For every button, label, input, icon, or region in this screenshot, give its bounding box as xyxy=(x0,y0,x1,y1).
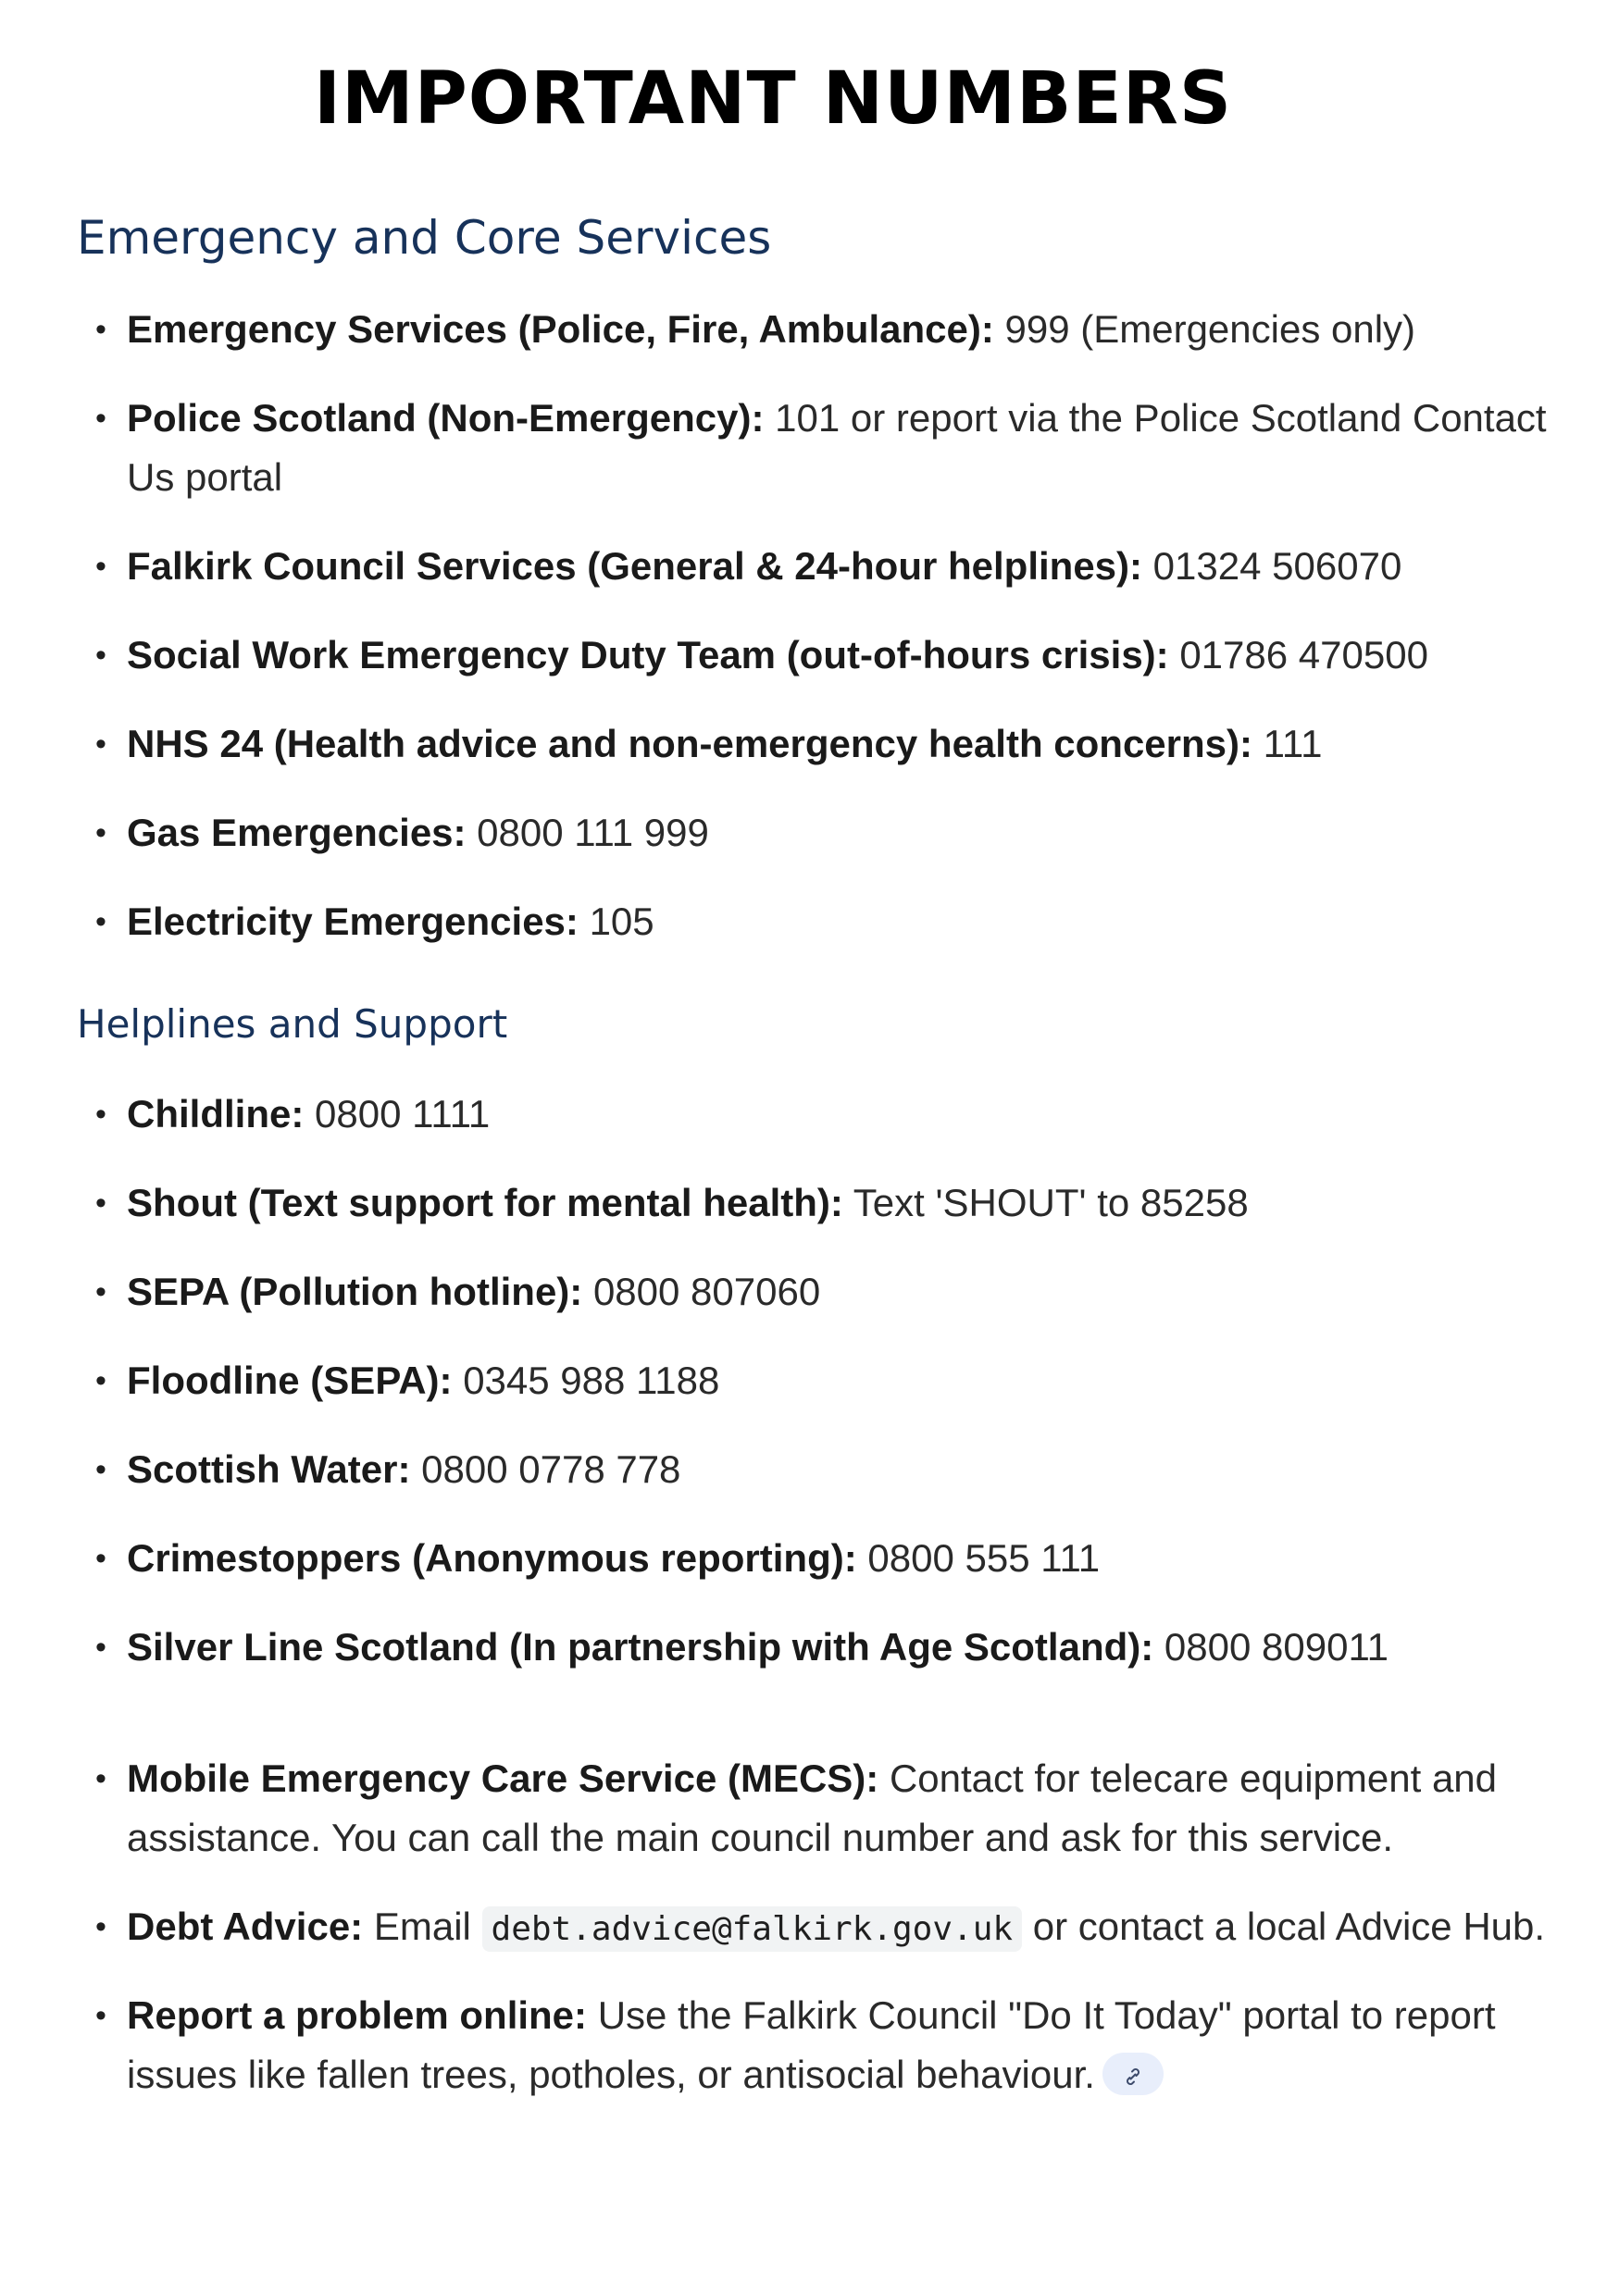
list-item-mecs xyxy=(77,1749,1595,1868)
item-label: NHS 24 (Health advice and non-emergency health concerns): xyxy=(127,722,1252,765)
item-value: 999 (Emergencies only) xyxy=(993,307,1416,351)
list-item-sepa xyxy=(77,1262,1595,1322)
list-item-social-work xyxy=(77,626,1595,685)
bullet: • xyxy=(95,638,106,673)
bullet: • xyxy=(95,904,106,939)
item-value: Use the Falkirk Council "Do It Today" portal to report issues like fallen trees, potholes, or antisocial behaviour. xyxy=(127,1993,1496,2096)
item-value: 0345 988 1188 xyxy=(452,1359,720,1402)
bullet: • xyxy=(95,1097,106,1132)
bullet: • xyxy=(95,815,106,850)
item-label: Electricity Emergencies: xyxy=(127,900,579,943)
bullet: • xyxy=(95,401,106,436)
item-label: Mobile Emergency Care Service (MECS): xyxy=(127,1756,879,1800)
list-item-gas-emergencies xyxy=(77,803,1595,863)
item-label: Crimestoppers (Anonymous reporting): xyxy=(127,1536,857,1580)
bullet: • xyxy=(95,549,106,584)
bullet: • xyxy=(95,1541,106,1576)
email-code: debt.advice@falkirk.gov.uk xyxy=(482,1906,1023,1952)
bullet: • xyxy=(95,1998,106,2033)
list-item-emergency-services xyxy=(77,300,1595,359)
bullet: • xyxy=(95,1274,106,1309)
item-label: Silver Line Scotland (In partnership with Age Scotland): xyxy=(127,1625,1154,1669)
bullet: • xyxy=(95,1909,106,1944)
list-item-crimestoppers xyxy=(77,1529,1595,1588)
item-value: 0800 0778 778 xyxy=(410,1447,681,1491)
bullet: • xyxy=(95,1185,106,1221)
link-icon[interactable] xyxy=(1102,2053,1164,2095)
bullet: • xyxy=(95,312,106,347)
item-value: 105 xyxy=(578,900,654,943)
bullet: • xyxy=(95,1630,106,1665)
item-value: 0800 555 111 xyxy=(856,1536,1101,1580)
item-label: SEPA (Pollution hotline): xyxy=(127,1270,583,1313)
item-value: 101 or report via the Police Scotland Contact Us portal xyxy=(127,396,1547,499)
list-item-nhs-24 xyxy=(77,714,1595,774)
item-value: 0800 111 999 xyxy=(466,811,709,854)
item-label: Report a problem online: xyxy=(127,1993,588,2037)
list-item-falkirk-council xyxy=(77,537,1595,596)
item-label: Gas Emergencies: xyxy=(127,811,467,854)
item-value: 0800 1111 xyxy=(304,1092,491,1136)
list-item-floodline xyxy=(77,1351,1595,1410)
list-item-shout xyxy=(77,1173,1595,1233)
list-item-debt-advice xyxy=(77,1897,1595,1959)
list-item-police-scotland xyxy=(77,389,1595,507)
item-value: Contact for telecare equipment and assistance. You can call the main council number and ask for this service. xyxy=(127,1756,1498,1859)
list-item-report-problem xyxy=(77,1986,1595,2104)
bullet: • xyxy=(95,1363,106,1398)
item-label: Emergency Services (Police, Fire, Ambulance): xyxy=(127,307,994,351)
item-label: Scottish Water: xyxy=(127,1447,411,1491)
item-value: Text 'SHOUT' to 85258 xyxy=(842,1181,1249,1224)
bullet: • xyxy=(95,726,106,762)
item-label: Police Scotland (Non-Emergency): xyxy=(127,396,765,440)
list-item-childline xyxy=(77,1085,1595,1144)
item-label: Falkirk Council Services (General & 24-hour helplines): xyxy=(127,544,1143,588)
item-label: Childline: xyxy=(127,1092,305,1136)
item-label: Shout (Text support for mental health): xyxy=(127,1181,843,1224)
item-label: Social Work Emergency Duty Team (out-of-hours crisis): xyxy=(127,633,1169,676)
item-value-prefix: Email xyxy=(363,1905,482,1948)
item-value: 01324 506070 xyxy=(1142,544,1402,588)
bullet: • xyxy=(95,1761,106,1796)
item-value: 0800 809011 xyxy=(1153,1625,1389,1669)
item-value: 01786 470500 xyxy=(1168,633,1428,676)
section-heading-helplines: Helplines and Support xyxy=(77,1001,508,1047)
item-value: 111 xyxy=(1252,722,1323,765)
list-item-scottish-water xyxy=(77,1440,1595,1499)
list-item-electricity-emergencies xyxy=(77,892,1595,951)
item-value: 0800 807060 xyxy=(582,1270,821,1313)
page-title: IMPORTANT NUMBERS xyxy=(313,57,1233,141)
section-heading-emergency: Emergency and Core Services xyxy=(77,211,772,265)
item-label: Floodline (SEPA): xyxy=(127,1359,453,1402)
item-label: Debt Advice: xyxy=(127,1905,364,1948)
bullet: • xyxy=(95,1452,106,1487)
list-item-silver-line xyxy=(77,1618,1595,1677)
item-value-suffix: or contact a local Advice Hub. xyxy=(1022,1905,1546,1948)
